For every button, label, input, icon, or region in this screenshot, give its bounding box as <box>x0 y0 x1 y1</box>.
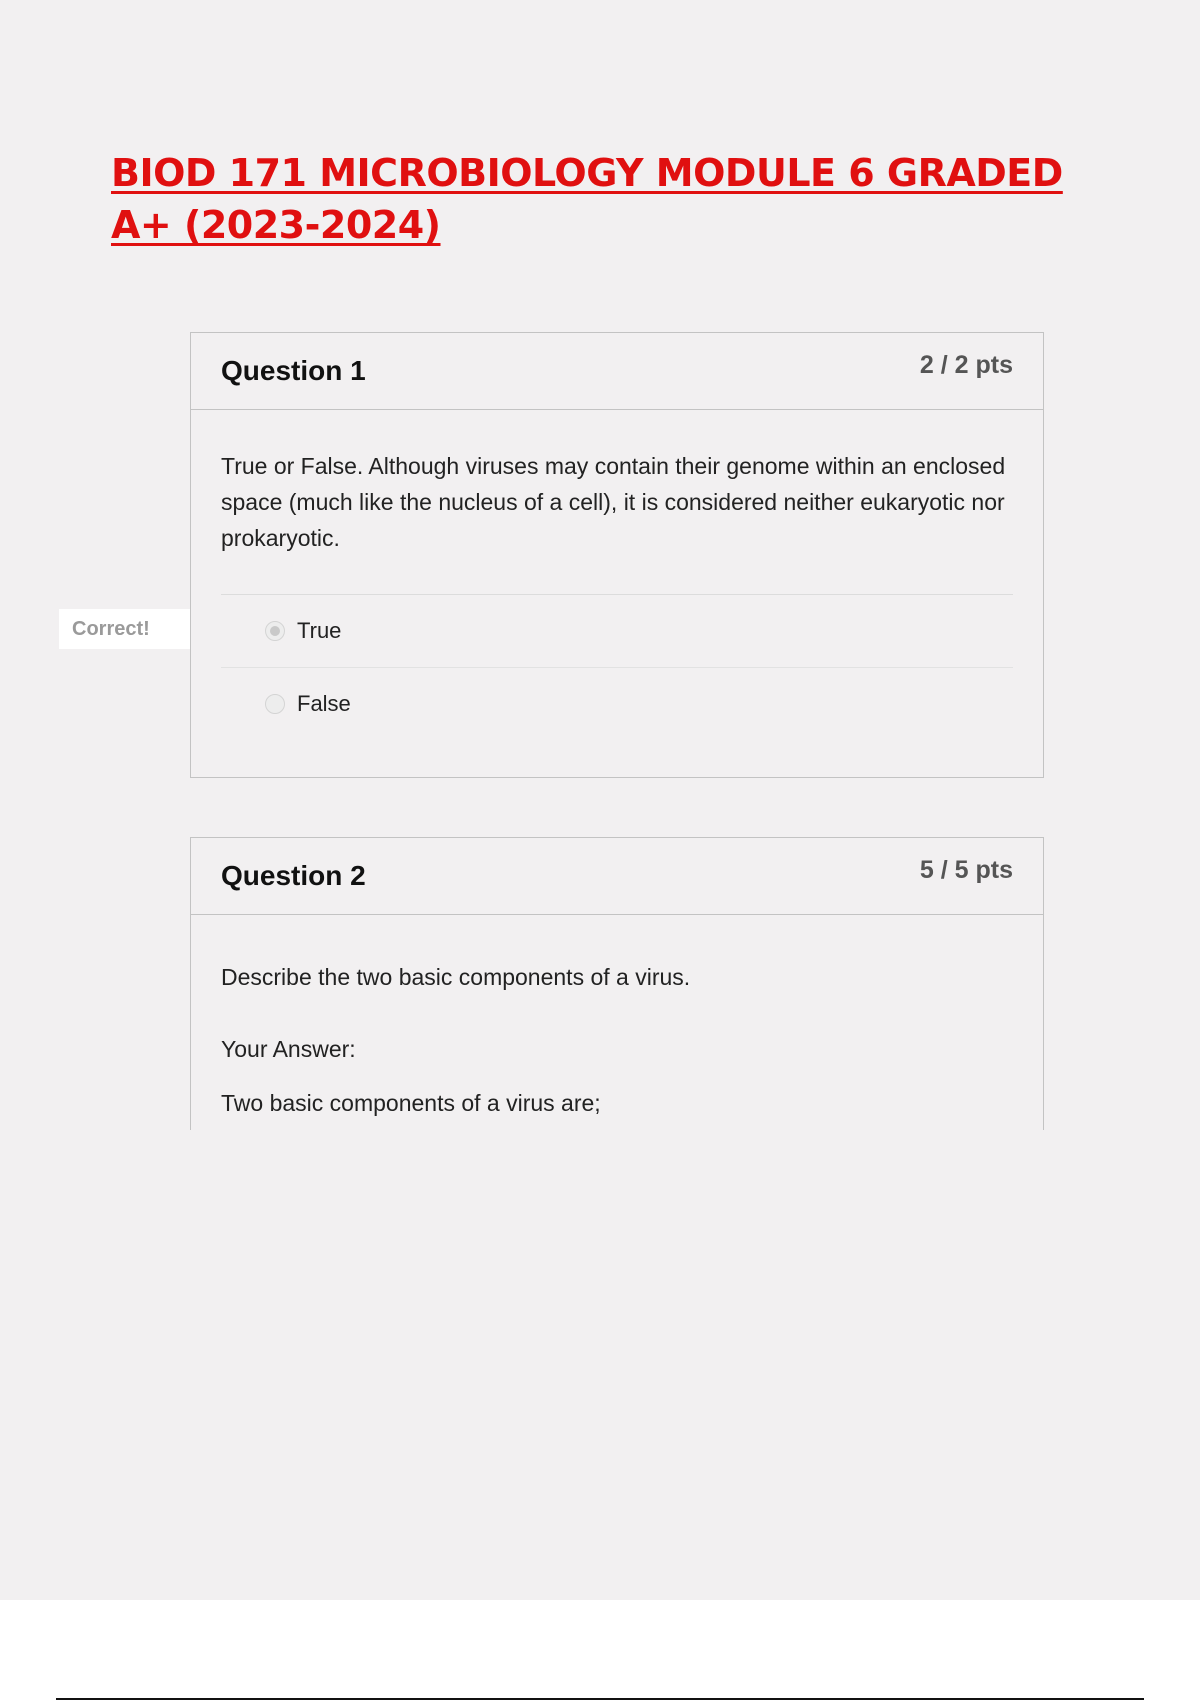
question-body <box>191 915 1043 1121</box>
correct-feedback-badge: Correct! <box>59 609 197 649</box>
question-points: 5 / 5 pts <box>919 856 1013 884</box>
answer-option-label: False <box>297 690 351 716</box>
question-body <box>191 410 1043 739</box>
radio-selected-icon[interactable] <box>265 621 285 641</box>
question-text: True or False. Although viruses may contain their genome within an enclosed space (much like the nucleus of a cell), it is considered neither eukaryotic nor prokaryotic. <box>221 453 1006 551</box>
answer-option-false[interactable] <box>221 667 1013 739</box>
question-card <box>190 332 1044 778</box>
your-answer-text: Two basic components of a virus are; <box>221 1090 601 1116</box>
question-title: Question 1 <box>221 355 366 386</box>
question-points: 2 / 2 pts <box>919 351 1013 379</box>
your-answer-label: Your Answer: <box>221 1036 356 1062</box>
question-title: Question 2 <box>221 860 366 891</box>
radio-unselected-icon[interactable] <box>265 694 285 714</box>
answer-option-true[interactable] <box>221 595 1013 667</box>
answer-option-label: True <box>297 618 342 643</box>
question-header <box>191 838 1043 915</box>
question-header <box>191 333 1043 410</box>
document-title: BIOD 171 MICROBIOLOGY MODULE 6 GRADED A+ (2023-2024) <box>111 151 1063 247</box>
question-card <box>190 837 1044 1130</box>
question-text: Describe the two basic components of a virus. <box>221 964 691 990</box>
answer-options <box>221 594 1013 739</box>
